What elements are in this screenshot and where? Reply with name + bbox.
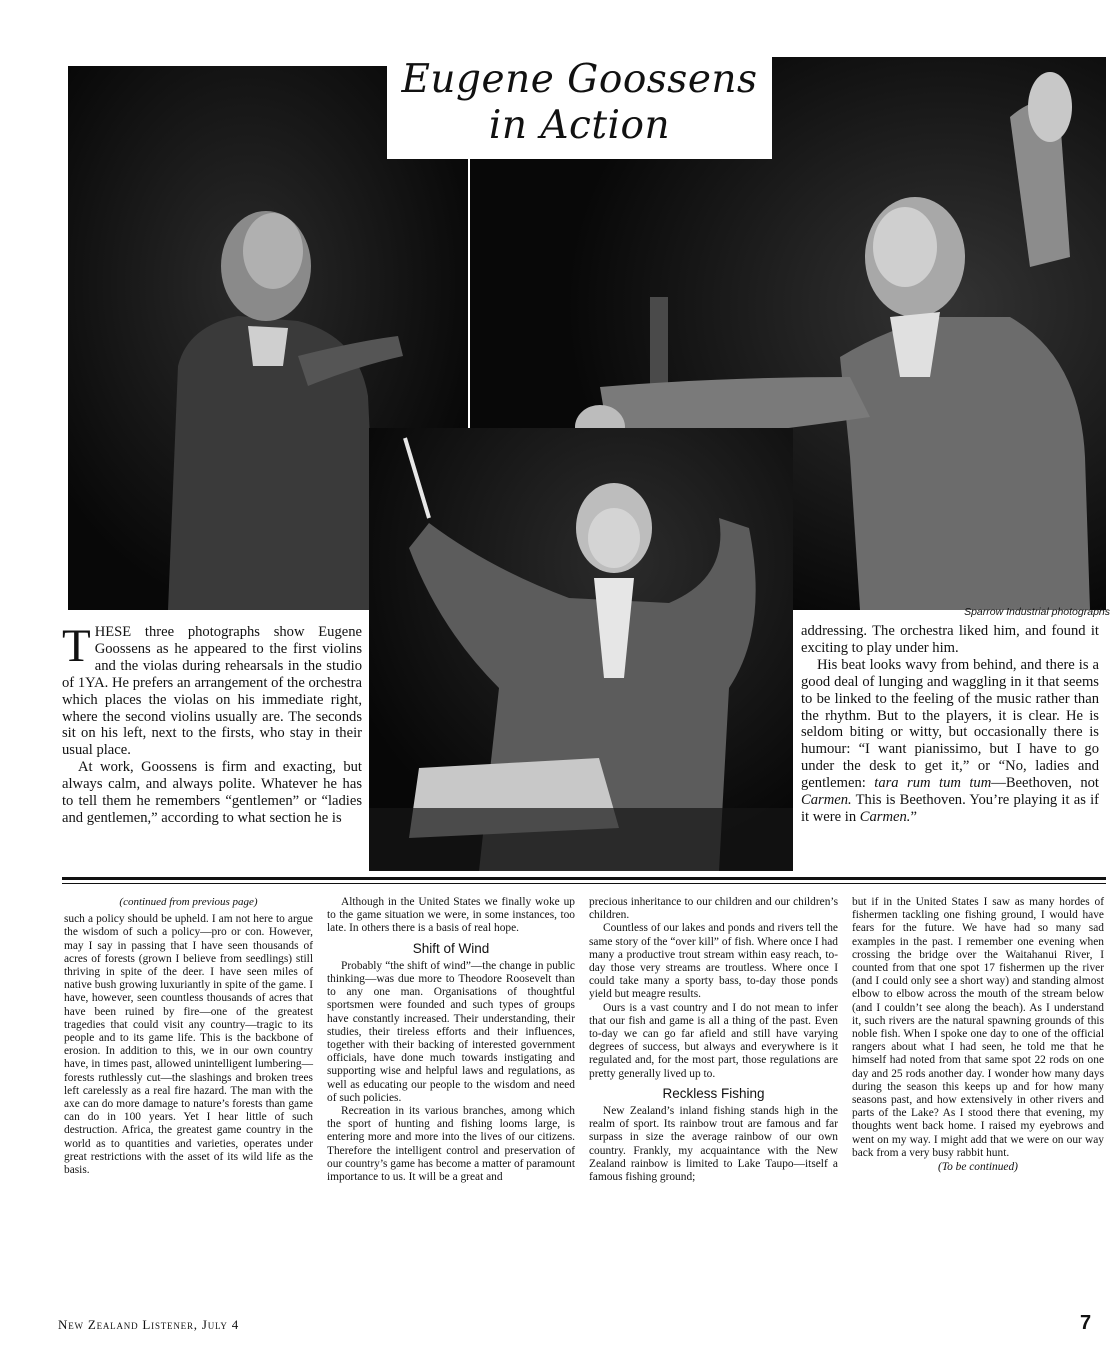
page-number: 7 bbox=[1080, 1312, 1092, 1334]
article-column-2 bbox=[327, 896, 575, 1184]
article-column-1 bbox=[64, 896, 313, 1177]
subheading-reckless-fishing: Reckless Fishing bbox=[662, 1085, 765, 1101]
caption-right-text-a: His beat looks wavy from behind, and there is a good deal of lunging and waggling in it that seems to be linked to the feeling of the music rather than the rhythm. But to the players, it is clear. He is seldom biting or witty, but occasionally there is humour: “I want pianissimo, but I have to go under the desk to get it,” or “No, ladies and gentlemen: bbox=[801, 656, 1099, 792]
caption-right-italic-1: tara rum tum tum bbox=[874, 775, 992, 792]
caption-right-italic-3: Carmen. bbox=[859, 808, 911, 825]
headline bbox=[387, 57, 772, 159]
publication-footer: New Zealand Listener, July 4 bbox=[58, 1317, 240, 1332]
column-2-paragraph-2: Probably “the shift of wind”—the change in public thinking—was due more to Theodore Roosevelt than to any one man. Organisations of thoughtful sportsmen were founded and such types of groups have constantly increased. Their understanding, their studies, their tireless efforts and their influences, together with their backing of interested government officials, have done much towards instigating and supporting wise and helpful laws and regulations, as well as educating our people to the wisdom and need of such policies. bbox=[327, 959, 575, 1104]
to-be-continued: (To be continued) bbox=[938, 1161, 1018, 1174]
caption-left-paragraph-2: At work, Goossens is firm and exacting, but always calm, and always polite. Whatever he has to tell them he remembers “gentlemen” or “ladies and gentlemen,” according to what section he is bbox=[62, 759, 362, 826]
photo-conductor-center bbox=[369, 428, 793, 871]
continued-note: (continued from previous page) bbox=[119, 896, 258, 908]
caption-right bbox=[801, 623, 1099, 826]
caption-right-text-b: —Beethoven, not bbox=[991, 775, 1099, 792]
column-3-paragraph-3: Ours is a vast country and I do not mean to infer that our fish and game is all a thing of the past. Even to-day we can go far afield and still have varying degrees of success, but always and everywhere is it regulated and, for the most part, those regulations are pretty generally lived up to. bbox=[589, 1001, 838, 1080]
headline-line-2: in Action bbox=[488, 103, 671, 148]
caption-left bbox=[62, 620, 362, 827]
section-rule bbox=[62, 877, 1106, 880]
caption-right-paragraph-1: addressing. The orchestra liked him, and found it exciting to play under him. bbox=[801, 623, 1099, 656]
caption-right-paragraph-2 bbox=[801, 657, 1099, 826]
article-column-4 bbox=[852, 896, 1104, 1174]
column-3-paragraph-1: precious inheritance to our children and our children’s children. bbox=[589, 896, 838, 922]
drop-cap: T bbox=[62, 620, 91, 672]
article-column-3 bbox=[589, 896, 838, 1184]
caption-left-paragraph-1: HESE three photographs show Eugene Goossens as he appeared to the first violins and the violas during rehearsals in the studio of 1YA. He prefers an arrangement of the orchestra which places the violas on his immediate right, where the second violins usually are. The seconds sit on his left, next to the firsts, who stay in their usual place. bbox=[62, 624, 362, 759]
column-1-text: such a policy should be upheld. I am not here to argue the wisdom of such a policy—pro or con. However, may I say in passing that I have seen thousands of acres of forests (grown I believe from seedlings) still thriving in spite of the deer. I have seen miles of native bush growing luxuriantly in spite of the game. I have, however, seen countless thousands of acres that have been ruined by fire—one of the greatest tragedies that could visit any country—tragic to its people and to its game life. This is the backbone of erosion. In addition to this, we in our own country have, in times past, allowed unintelligent lumbering—forests ruthlessly cut—the slashings and broken trees left carelessly as a real fire hazard. The man with the axe can do more damage to nature’s forests than game can do in 100 years. Yet I hear little of such destruction. Africa, the greatest game country in the world as to quantities and varieties, operates under great restrictions with the asset of its wild life as the basis. bbox=[64, 913, 313, 1177]
headline-line-1: Eugene Goossens bbox=[401, 57, 758, 102]
caption-right-italic-2: Carmen. bbox=[801, 792, 852, 809]
column-4-text: but if in the United States I saw as many hordes of fishermen tackling one fishing ground, I would have fears for the future. We have had so many sad examples in the past. I remember one evening when crossing the bridge over the Waitahanui River, I counted from that one spot 17 fishermen up the river (and I could only see a short way) and standing almost elbow to elbow across the mouth of the stream below (and I couldn’t see along the beach). As I understand it, such rivers are the natural spawning grounds of this noble fish. When I spoke one day to one of the official rangers about what I had seen, he told me that he himself had noted from that same spot 22 rods on one day and 25 rods another day. I wonder how many days during the season this keeps up and for how many seasons past, and how extensively in other rivers and parts of the Lake? As I stood there that evening, my thoughts went back home. I raised my eyebrows and went on my way. I might add that we were on our way back from a very busy rabbit hunt. bbox=[852, 896, 1104, 1159]
section-rule-thin bbox=[62, 883, 1106, 884]
column-2-paragraph-1: Although in the United States we finally woke up to the game situation we were, in some instances, too late. In others there is a basis of real hope. bbox=[327, 896, 575, 935]
photo-conductor-center-image bbox=[369, 428, 793, 871]
subheading-shift-of-wind: Shift of Wind bbox=[412, 940, 490, 956]
caption-right-text-c: This is Beethoven. You’re playing it as if it were in bbox=[801, 792, 1099, 825]
column-3-paragraph-2: Countless of our lakes and ponds and rivers tell the same story of the “over kill” of fish. Where once I had many a productive trout stream within easy reach, to-day those very streams are troutless. Where once I could take many a sporty bass, to-day those ponds yield but meagre results. bbox=[589, 922, 838, 1001]
caption-right-text-d: ” bbox=[910, 808, 917, 825]
column-3-paragraph-4: New Zealand’s inland fishing stands high in the realm of sport. Its rainbow trout are famous and far surpass in size the average rainbow of our own country. Frankly, my acquaintance with the New Zealand rainbow is limited to Lake Taupo—itself a famous fishing ground; bbox=[589, 1105, 838, 1184]
photo-credit: Sparrow Industrial photographs bbox=[964, 606, 1110, 618]
column-2-paragraph-3: Recreation in its various branches, among which the sport of hunting and fishing looms large, is entering more and more into the lives of our citizens. Therefore the intelligent control and preservation of our country’s game has become a matter of paramount importance to us. It will be a great and bbox=[327, 1105, 575, 1184]
